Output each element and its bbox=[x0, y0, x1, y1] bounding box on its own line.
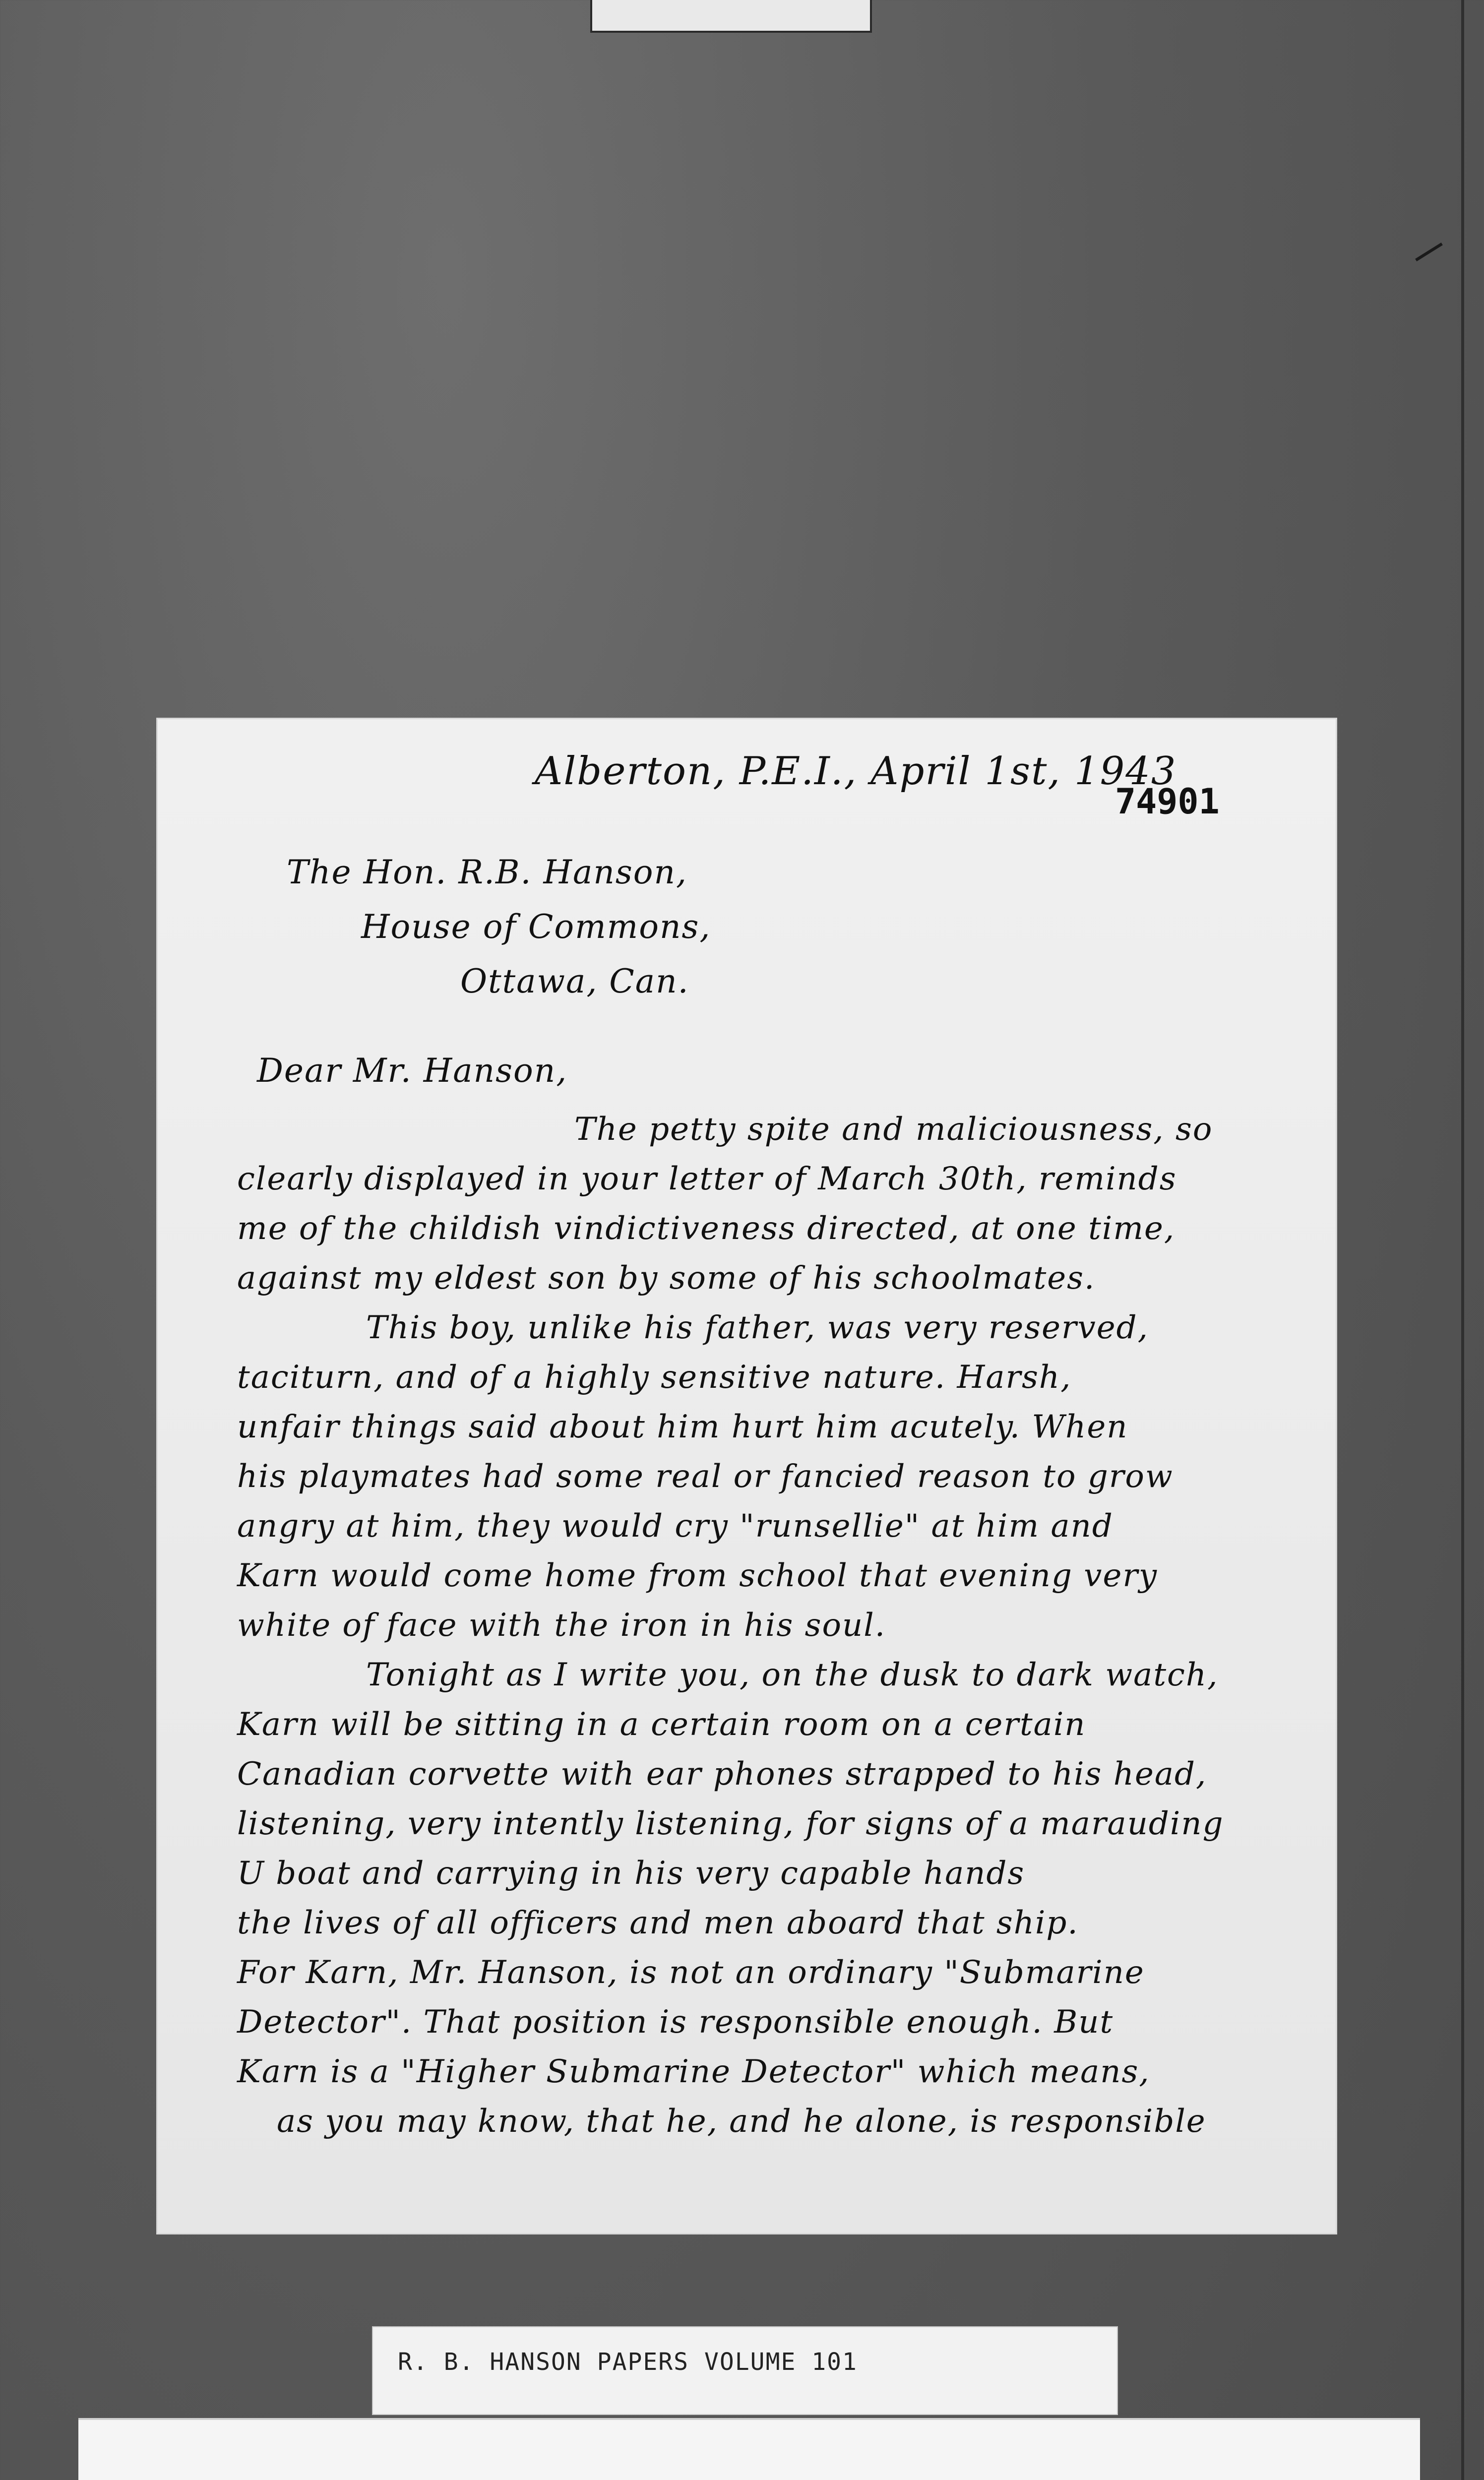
archive-card bbox=[78, 2418, 1420, 2480]
address-line-3: Ottawa, Can. bbox=[460, 962, 689, 1000]
letter-page bbox=[158, 719, 1336, 2233]
body-line: his playmates had some real or fancied reason to grow bbox=[237, 1458, 1174, 1495]
body-line: U boat and carrying in his very capable hands bbox=[237, 1855, 1025, 1892]
body-line: me of the childish vindictiveness directed, at one time, bbox=[237, 1210, 1175, 1247]
body-line: Canadian corvette with ear phones strapped to his head, bbox=[237, 1756, 1207, 1793]
address-line-1: The Hon. R.B. Hanson, bbox=[287, 853, 687, 891]
document-number: 74901 bbox=[1115, 781, 1220, 822]
body-line: taciturn, and of a highly sensitive nature. Harsh, bbox=[237, 1359, 1072, 1396]
letter-dateline: Alberton, P.E.I., April 1st, 1943 bbox=[535, 749, 1177, 794]
address-line-2: House of Commons, bbox=[361, 908, 711, 946]
right-edge-strip bbox=[1461, 0, 1464, 2480]
body-line: white of face with the iron in his soul. bbox=[237, 1607, 886, 1644]
body-line: This boy, unlike his father, was very reserved, bbox=[366, 1309, 1149, 1346]
film-scratch-mark bbox=[1415, 243, 1443, 261]
body-line: Detector". That position is responsible enough. But bbox=[237, 2004, 1114, 2041]
body-line: Karn is a "Higher Submarine Detector" which means, bbox=[237, 2053, 1150, 2090]
body-line: Karn would come home from school that evening very bbox=[237, 1557, 1158, 1594]
body-line: clearly displayed in your letter of March 30th, reminds bbox=[237, 1161, 1177, 1197]
body-line: Karn will be sitting in a certain room on a certain bbox=[237, 1706, 1086, 1743]
salutation: Dear Mr. Hanson, bbox=[257, 1052, 568, 1090]
body-line: the lives of all officers and men aboard that ship. bbox=[237, 1905, 1079, 1941]
body-line: For Karn, Mr. Hanson, is not an ordinary "Submarine bbox=[237, 1954, 1145, 1991]
body-line: unfair things said about him hurt him acutely. When bbox=[237, 1409, 1128, 1445]
body-line: Tonight as I write you, on the dusk to dark watch, bbox=[366, 1657, 1219, 1693]
body-line: angry at him, they would cry "runsellie" at him and bbox=[237, 1508, 1113, 1545]
body-line: The petty spite and maliciousness, so bbox=[574, 1111, 1213, 1148]
body-line: listening, very intently listening, for signs of a marauding bbox=[237, 1805, 1224, 1842]
volume-label-text: R. B. HANSON PAPERS VOLUME 101 bbox=[398, 2348, 858, 2376]
top-tab bbox=[590, 0, 872, 33]
body-line: as you may know, that he, and he alone, is responsible bbox=[277, 2103, 1206, 2140]
volume-label-strip bbox=[372, 2326, 1118, 2415]
body-line: against my eldest son by some of his schoolmates. bbox=[237, 1260, 1096, 1297]
